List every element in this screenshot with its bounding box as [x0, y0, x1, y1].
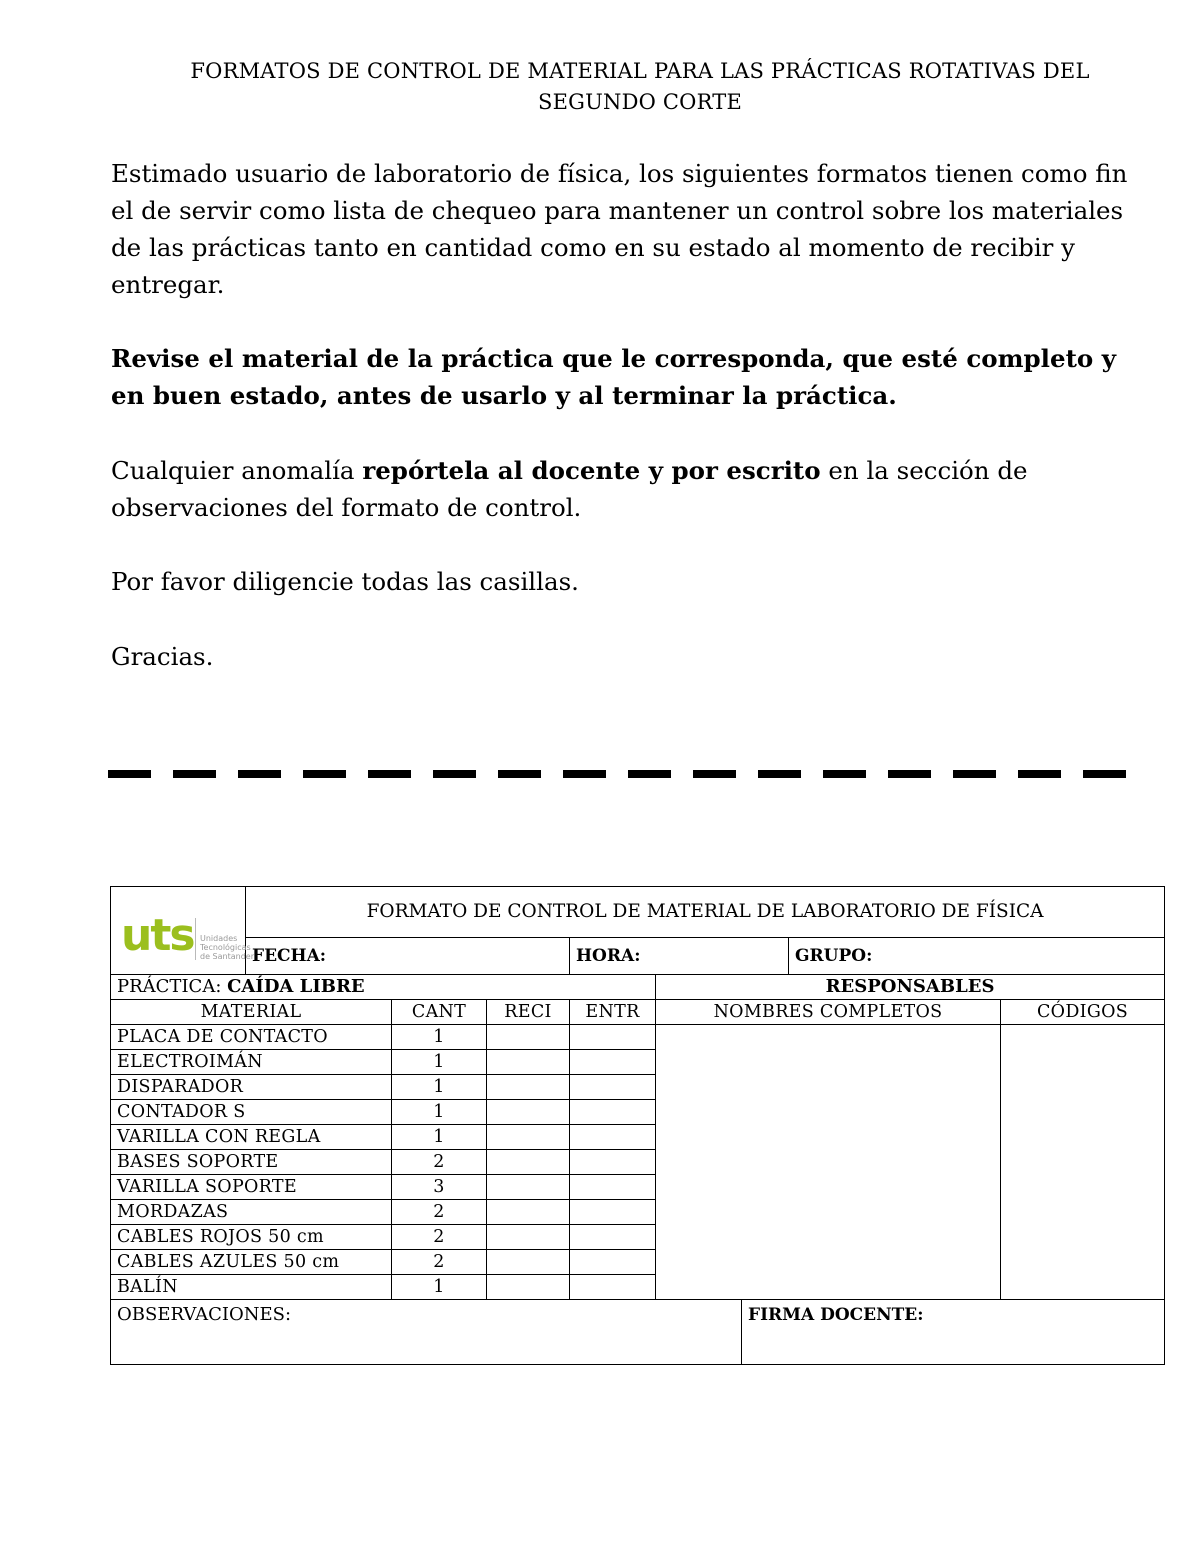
material-cant: 2: [392, 1225, 487, 1250]
practica-value: CAÍDA LIBRE: [227, 976, 365, 997]
entr-checkbox[interactable]: [570, 1225, 656, 1250]
reci-column-header: RECI: [487, 1000, 570, 1025]
material-cant: 1: [392, 1075, 487, 1100]
uts-logo: [111, 888, 254, 974]
logo-cell: [111, 887, 254, 975]
intro-paragraph: Estimado usuario de laboratorio de física, los siguientes formatos tienen como fin el de servir como lista de chequeo para mantener un control sobre los materiales de las prácticas tanto en cantidad como en su estado al momento de recibir y entregar.: [111, 159, 1128, 299]
reci-checkbox[interactable]: [487, 1025, 570, 1050]
material-name: PLACA DE CONTACTO: [111, 1025, 392, 1050]
cant-column-header: CANT: [392, 1000, 487, 1025]
practica-row: [111, 975, 656, 1000]
material-name: MORDAZAS: [111, 1200, 392, 1225]
material-name: BALÍN: [111, 1275, 392, 1300]
material-name: VARILLA SOPORTE: [111, 1175, 392, 1200]
reci-checkbox[interactable]: [487, 1175, 570, 1200]
fecha-field[interactable]: FECHA:: [246, 938, 570, 975]
form-title: FORMATO DE CONTROL DE MATERIAL DE LABORATORIO DE FÍSICA: [246, 887, 1165, 938]
material-cant: 3: [392, 1175, 487, 1200]
material-cant: 1: [392, 1100, 487, 1125]
reci-checkbox[interactable]: [487, 1050, 570, 1075]
fill-instruction: Por favor diligencie todas las casillas.: [111, 567, 579, 596]
review-instruction: Revise el material de la práctica que le corresponda, que esté completo y en buen estado, antes de usarlo y al terminar la práctica.: [111, 344, 1116, 410]
material-name: CABLES AZULES 50 cm: [111, 1250, 392, 1275]
material-cant: 2: [392, 1150, 487, 1175]
uts-logo-text: uts: [121, 909, 194, 961]
anomaly-text-bold: repórtela al docente y por escrito: [362, 456, 821, 485]
anomaly-instruction: [111, 452, 1151, 526]
material-name: DISPARADOR: [111, 1075, 392, 1100]
anomaly-text-a: Cualquier anomalía: [111, 456, 363, 485]
thanks-text: Gracias.: [111, 642, 214, 671]
material-name: CABLES ROJOS 50 cm: [111, 1225, 392, 1250]
document-title-line1: FORMATOS DE CONTROL DE MATERIAL PARA LAS PRÁCTICAS ROTATIVAS DEL: [190, 59, 1090, 83]
entr-checkbox[interactable]: [570, 1150, 656, 1175]
reci-checkbox[interactable]: [487, 1250, 570, 1275]
document-title: [110, 56, 1170, 118]
logo-subtext: Unidades Tecnológicas de Santander: [200, 933, 254, 961]
entr-checkbox[interactable]: [570, 1075, 656, 1100]
grupo-field[interactable]: GRUPO:: [789, 938, 1165, 975]
material-cant: 2: [392, 1200, 487, 1225]
material-cant: 2: [392, 1250, 487, 1275]
material-cant: 1: [392, 1275, 487, 1300]
responsables-header: RESPONSABLES: [656, 975, 1165, 1000]
entr-checkbox[interactable]: [570, 1025, 656, 1050]
entr-column-header: ENTR: [570, 1000, 656, 1025]
material-name: VARILLA CON REGLA: [111, 1125, 392, 1150]
table-row: [111, 1025, 1165, 1050]
material-cant: 1: [392, 1025, 487, 1050]
hora-field[interactable]: HORA:: [570, 938, 789, 975]
entr-checkbox[interactable]: [570, 1175, 656, 1200]
cut-line-divider: [108, 770, 1130, 778]
material-column-header: MATERIAL: [111, 1000, 392, 1025]
reci-checkbox[interactable]: [487, 1100, 570, 1125]
control-form: [110, 886, 1165, 1365]
entr-checkbox[interactable]: [570, 1050, 656, 1075]
material-name: BASES SOPORTE: [111, 1150, 392, 1175]
logo-separator: [195, 918, 196, 960]
material-name: CONTADOR S: [111, 1100, 392, 1125]
material-name: ELECTROIMÁN: [111, 1050, 392, 1075]
nombres-column-header: NOMBRES COMPLETOS: [656, 1000, 1001, 1025]
material-cant: 1: [392, 1125, 487, 1150]
observaciones-field[interactable]: OBSERVACIONES:: [111, 1300, 742, 1365]
anomaly-text-c: en la sección de observaciones del formato de control.: [111, 456, 1028, 522]
reci-checkbox[interactable]: [487, 1200, 570, 1225]
entr-checkbox[interactable]: [570, 1250, 656, 1275]
reci-checkbox[interactable]: [487, 1275, 570, 1300]
reci-checkbox[interactable]: [487, 1125, 570, 1150]
firma-docente-field[interactable]: FIRMA DOCENTE:: [742, 1300, 1165, 1365]
reci-checkbox[interactable]: [487, 1075, 570, 1100]
entr-checkbox[interactable]: [570, 1200, 656, 1225]
nombres-area[interactable]: [656, 1025, 1001, 1300]
codigos-column-header: CÓDIGOS: [1001, 1000, 1165, 1025]
document-title-line2: SEGUNDO CORTE: [538, 90, 742, 114]
practica-label: PRÁCTICA:: [117, 976, 228, 997]
reci-checkbox[interactable]: [487, 1225, 570, 1250]
entr-checkbox[interactable]: [570, 1100, 656, 1125]
material-cant: 1: [392, 1050, 487, 1075]
codigos-area[interactable]: [1001, 1025, 1165, 1300]
entr-checkbox[interactable]: [570, 1275, 656, 1300]
entr-checkbox[interactable]: [570, 1125, 656, 1150]
reci-checkbox[interactable]: [487, 1150, 570, 1175]
